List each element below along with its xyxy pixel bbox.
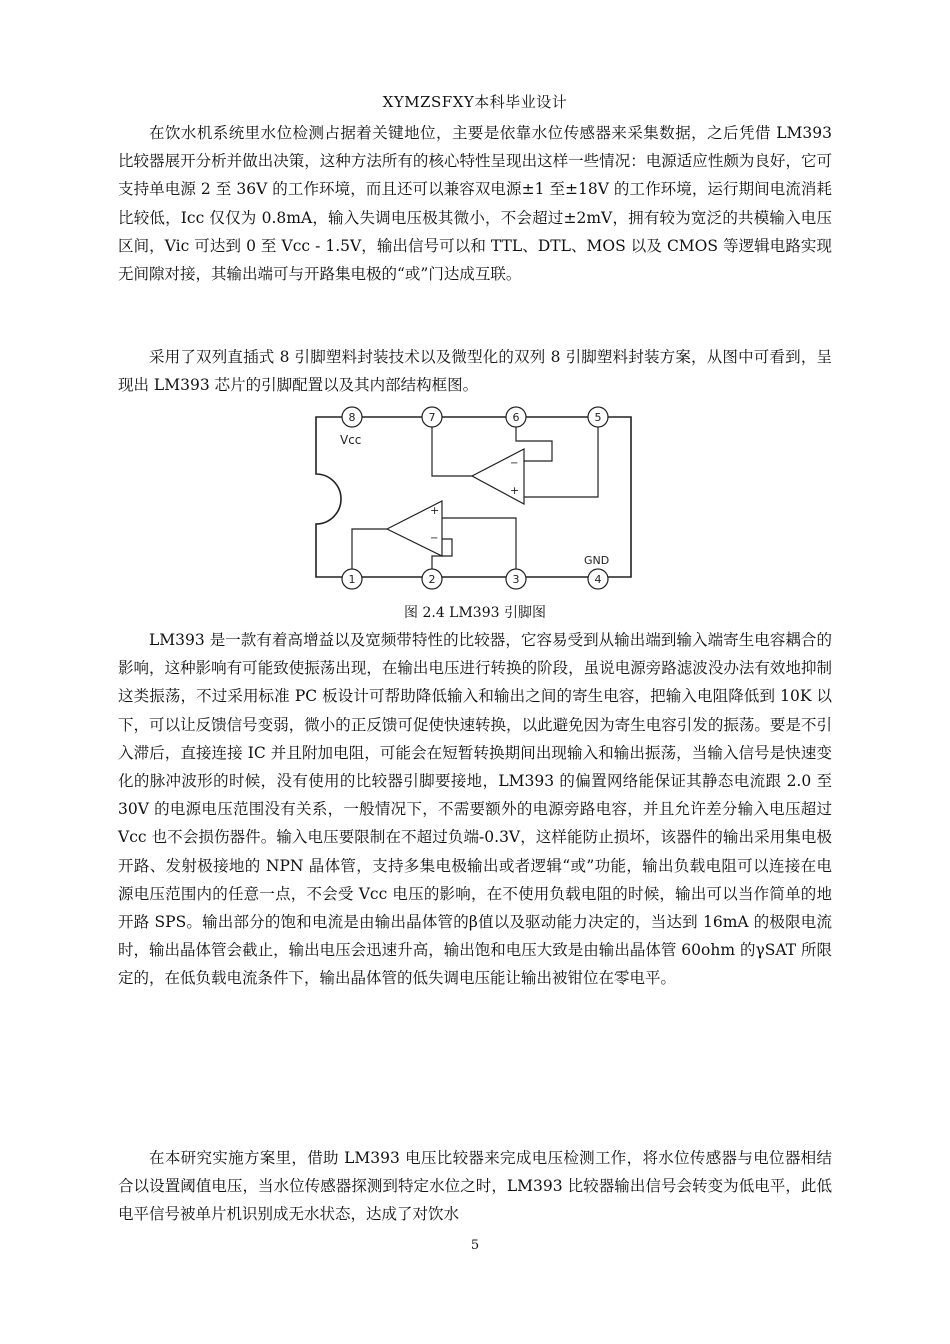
pin-5 bbox=[588, 407, 608, 427]
paragraph-4: 在本研究实施方案里，借助 LM393 电压比较器来完成电压检测工作，将水位传感器与电位器相结合以设置阈值电压，当水位传感器探测到特定水位之时，LM393 比较器输出信号会转变为低电平，此低电平信号被单片机识别成无水状态，达成了对饮水 bbox=[118, 1149, 832, 1224]
figure-caption: 图 2.4 LM393 引脚图 bbox=[404, 605, 546, 621]
page-number: 5 bbox=[470, 1238, 480, 1253]
pin-6-label: 6 bbox=[512, 411, 520, 424]
page-header: XYMZSFXY本科毕业设计 bbox=[382, 93, 568, 111]
pin-8 bbox=[342, 407, 362, 427]
lower-plus-sign: + bbox=[430, 504, 440, 517]
pin-7-label: 7 bbox=[428, 411, 436, 424]
upper-plus-sign: + bbox=[510, 484, 520, 497]
paragraph-1: 在饮水机系统里水位检测占据着关键地位，主要是依靠水位传感器来采集数据，之后凭借 LM393 比较器展开分析并做出决策，这种方法所有的核心特性呈现出这样一些情况：电源适应性颇为良好，它可支持单电源 2 至 36V 的工作环境，而且还可以兼容双电源±1 至±18V 的工作环境，运行期间电流消耗比较低，Icc 仅仅为 0.8mA，输入失调电压极其微小，不会超过±2mV，拥有较为宽泛的共模输入电压区间，Vic 可达到 0 至 Vcc - 1.5V，输出信号可以和 TTL、DTL、MOS 以及 CMOS 等逻辑电路实现无间隙对接，其输出端可与开路集电极的“或”门达成互联。 bbox=[118, 124, 832, 284]
lower-minus-sign: − bbox=[430, 533, 439, 544]
pin-8-label: 8 bbox=[348, 411, 356, 424]
pin-5-label: 5 bbox=[594, 411, 602, 424]
pin-1-label: 1 bbox=[348, 573, 356, 586]
vcc-label: Vcc bbox=[340, 433, 362, 447]
lm393-pinout-diagram bbox=[312, 404, 635, 600]
pin-2-label: 2 bbox=[428, 573, 436, 586]
lm393-pinout-figure bbox=[312, 404, 635, 600]
pin-4 bbox=[588, 569, 608, 589]
upper-minus-sign: − bbox=[510, 458, 519, 469]
pin-7 bbox=[422, 407, 442, 427]
paragraph-block-3 bbox=[118, 626, 832, 993]
paragraph-2: 采用了双列直插式 8 引脚塑料封装技术以及微型化的双列 8 引脚塑料封装方案，从图中可看到，呈现出 LM393 芯片的引脚配置以及其内部结构框图。 bbox=[118, 348, 832, 395]
pin-3 bbox=[506, 569, 526, 589]
gnd-label: GND bbox=[584, 554, 610, 567]
pin-3-label: 3 bbox=[512, 573, 520, 586]
paragraph-block-2 bbox=[118, 343, 832, 399]
pin-4-label: 4 bbox=[594, 573, 602, 586]
pin-1 bbox=[342, 569, 362, 589]
paragraph-block-1 bbox=[118, 119, 832, 288]
paragraph-3: LM393 是一款有着高增益以及宽频带特性的比较器，它容易受到从输出端到输入端寄生电容耦合的影响，这种影响有可能致使振荡出现，在输出电压进行转换的阶段，虽说电源旁路滤波没办法有效地抑制这类振荡，不过采用标准 PC 板设计可帮助降低输入和输出之间的寄生电容，把输入电阻降低到 10K 以下，可以让反馈信号变弱，微小的正反馈可促使快速转换，以此避免因为寄生电容引发的振荡。要是不引入滞后，直接连接 IC 并且附加电阻，可能会在短暂转换期间出现输入和输出振荡，当输入信号是快速变化的脉冲波形的时候，没有使用的比较器引脚要接地，LM393 的偏置网络能保证其静态电流跟 2.0 至 30V 的电源电压范围没有关系，一般情况下，不需要额外的电源旁路电容，并且允许差分输入电压超过 Vcc 也不会损伤器件。输入电压要限制在不超过负端-0.3V，这样能防止损坏，该器件的输出采用集电极开路、发射极接地的 NPN 晶体管，支持多集电极输出或者逻辑“或”功能，输出负载电阻可以连接在电源电压范围内的任意一点，不会受 Vcc 电压的影响，在不使用负载电阻的时候，输出可以当作简单的地开路 SPS。输出部分的饱和电流是由输出晶体管的β值以及驱动能力决定的，当达到 16mA 的极限电流时，输出晶体管会截止，输出电压会迅速升高，输出饱和电压大致是由输出晶体管 60ohm 的γSAT 所限定的，在低负载电流条件下，输出晶体管的低失调电压能让输出被钳位在零电平。 bbox=[118, 631, 832, 988]
pin-2 bbox=[422, 569, 442, 589]
paragraph-block-4 bbox=[118, 1144, 832, 1229]
pin-6 bbox=[506, 407, 526, 427]
